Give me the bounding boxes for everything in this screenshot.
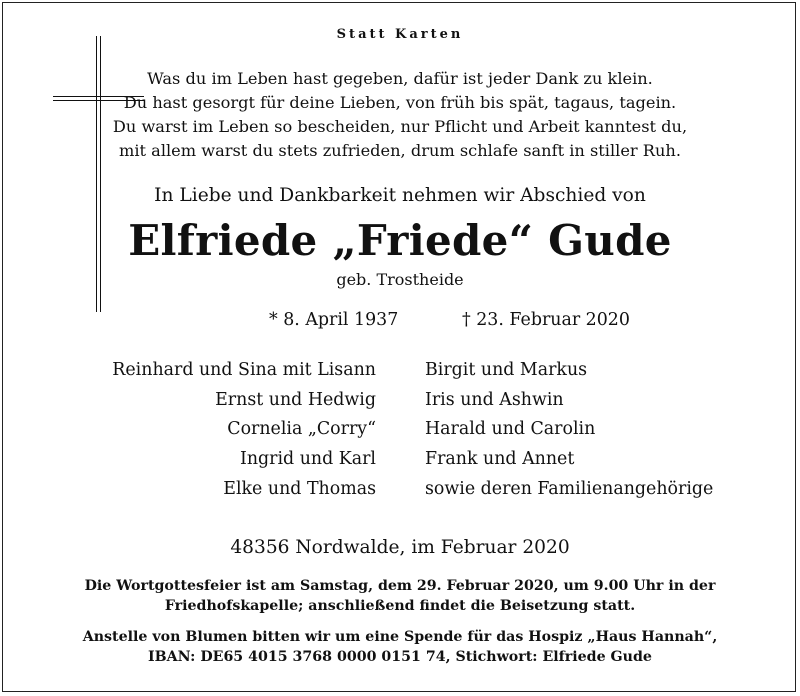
poem-line: mit allem warst du stets zufrieden, drum schlafe sanft in stiller Ruh. <box>119 141 681 160</box>
family-entry: Harald und Carolin <box>425 419 596 440</box>
place-date: 48356 Nordwalde, im Februar 2020 <box>230 537 570 558</box>
family-entry: Ingrid und Karl <box>239 449 376 470</box>
family-entry: Birgit und Markus <box>425 360 588 380</box>
family-entry: Cornelia „Corry“ <box>227 419 376 440</box>
family-entry: Iris und Ashwin <box>425 389 564 410</box>
family-entry: Elke und Thomas <box>223 478 376 499</box>
deceased-name: Elfriede „Friede“ Gude <box>128 216 672 265</box>
intro-text: In Liebe und Dankbarkeit nehmen wir Abschied von <box>154 185 646 206</box>
family-entry: Ernst und Hedwig <box>215 389 376 410</box>
poem-line: Du hast gesorgt für deine Lieben, von früh bis spät, tagaus, tagein. <box>123 93 677 112</box>
birth-date: * 8. April 1937 <box>269 310 399 330</box>
family-right-column <box>425 356 785 505</box>
header-statt-karten: Statt Karten <box>336 27 464 42</box>
service-line: Friedhofskapelle; anschließend findet die Beisetzung statt. <box>164 598 636 614</box>
service-info <box>0 576 800 616</box>
death-date: † 23. Februar 2020 <box>462 310 630 330</box>
family-entry: Frank und Annet <box>425 449 575 470</box>
born-name: geb. Trostheide <box>336 270 464 289</box>
donation-info <box>0 627 800 667</box>
poem-line: Du warst im Leben so bescheiden, nur Pflicht und Arbeit kanntest du, <box>112 117 688 136</box>
donation-line: Anstelle von Blumen bitten wir um eine Spende für das Hospiz „Haus Hannah“, <box>82 629 718 645</box>
donation-line: IBAN: DE65 4015 3768 0000 0151 74, Stichwort: Elfriede Gude <box>148 649 652 665</box>
family-entry: Reinhard und Sina mit Lisann <box>112 360 376 380</box>
service-line: Die Wortgottesfeier ist am Samstag, dem 29. Februar 2020, um 9.00 Uhr in der <box>84 578 716 594</box>
family-entry: sowie deren Familienangehörige <box>425 478 714 499</box>
poem <box>0 67 800 163</box>
poem-line: Was du im Leben hast gegeben, dafür ist jeder Dank zu klein. <box>147 69 653 88</box>
family-left-column <box>40 356 376 505</box>
